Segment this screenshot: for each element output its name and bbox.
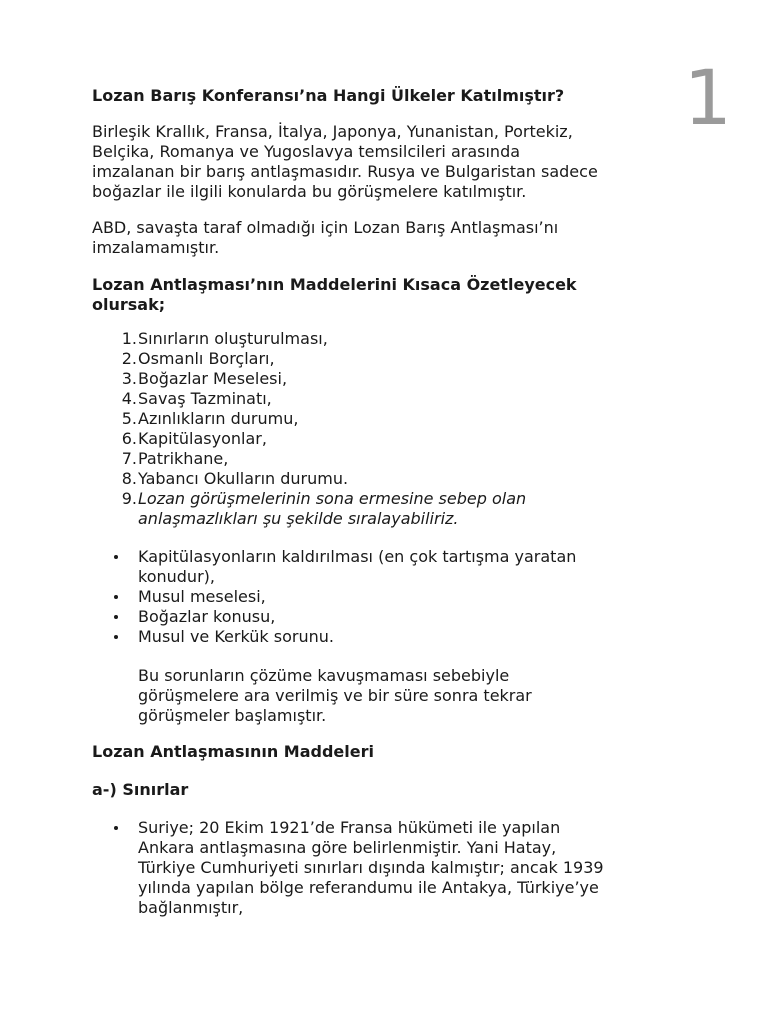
bullet-item	[92, 547, 682, 587]
list-number: 5.	[121, 409, 137, 428]
list-number: 3.	[121, 369, 137, 388]
note-paragraph	[138, 666, 682, 726]
list-item	[92, 389, 682, 409]
list-item	[92, 329, 682, 349]
note-line: Bu sorunların çözüme kavuşmaması sebebiyle	[138, 666, 510, 685]
bullet-line: Suriye; 20 Ekim 1921’de Fransa hükümeti ile yapılan	[138, 818, 561, 837]
list-number: 1.	[121, 329, 137, 348]
list-item-text: Kapitülasyonlar,	[138, 429, 267, 448]
bullet-text	[138, 547, 682, 587]
list-item-text: Azınlıkların durumu,	[138, 409, 299, 428]
bullet-line: Türkiye Cumhuriyeti sınırları dışında kalmıştır; ancak 1939	[138, 858, 604, 877]
abd-line: ABD, savaşta taraf olmadığı için Lozan Barış Antlaşması’nı	[92, 218, 559, 237]
bullet-text	[138, 818, 682, 918]
intro-line: imzalanan bir barış antlaşmasıdır. Rusya ve Bulgaristan sadece	[92, 162, 598, 181]
note-line: görüşmeler başlamıştır.	[138, 706, 327, 725]
summary-heading-line: Lozan Antlaşması’nın Maddelerini Kısaca Özetleyecek	[92, 275, 577, 294]
bullet-item	[92, 607, 682, 627]
borders-bullet-list	[92, 818, 682, 918]
list-item	[92, 409, 682, 429]
bullet-line: yılında yapılan bölge referandumu ile Antakya, Türkiye’ye	[138, 878, 599, 897]
summary-heading-line: olursak;	[92, 295, 166, 314]
list-item	[92, 349, 682, 369]
borders-heading: a-) Sınırlar	[92, 780, 189, 799]
bullet-text: Musul ve Kerkük sorunu.	[138, 627, 334, 646]
dispute-bullet-list	[92, 547, 682, 647]
numbered-list	[92, 329, 682, 529]
bullet-text: Musul meselesi,	[138, 587, 266, 606]
list-number: 8.	[121, 469, 137, 488]
list-number: 9.	[121, 489, 137, 508]
intro-line: Belçika, Romanya ve Yugoslavya temsilcileri arasında	[92, 142, 521, 161]
abd-line: imzalamamıştır.	[92, 238, 220, 257]
bullet-item	[92, 818, 682, 918]
bullet-item	[92, 587, 682, 607]
summary-heading	[92, 275, 682, 315]
list-number: 2.	[121, 349, 137, 368]
list-item-text	[138, 489, 682, 529]
intro-line: Birleşik Krallık, Fransa, İtalya, Japonya, Yunanistan, Portekiz,	[92, 122, 573, 141]
bullet-item	[92, 627, 682, 647]
question-heading: Lozan Barış Konferansı’na Hangi Ülkeler Katılmıştır?	[92, 86, 565, 105]
bullet-line: Kapitülasyonların kaldırılması (en çok tartışma yaratan	[138, 547, 577, 566]
abd-paragraph	[92, 218, 682, 258]
list-item	[92, 469, 682, 489]
document-body	[92, 86, 682, 918]
list-item-text: Boğazlar Meselesi,	[138, 369, 288, 388]
list-number: 4.	[121, 389, 137, 408]
list-item-line: Lozan görüşmelerinin sona ermesine sebep olan	[138, 489, 527, 508]
list-item-text: Sınırların oluşturulması,	[138, 329, 328, 348]
list-item-text: Osmanlı Borçları,	[138, 349, 275, 368]
list-number: 6.	[121, 429, 137, 448]
list-item	[92, 429, 682, 449]
page-number: 1	[683, 53, 732, 142]
list-item-text: Patrikhane,	[138, 449, 229, 468]
bullet-text: Boğazlar konusu,	[138, 607, 276, 626]
articles-heading: Lozan Antlaşmasının Maddeleri	[92, 742, 374, 761]
bullet-line: Ankara antlaşmasına göre belirlenmiştir. Yani Hatay,	[138, 838, 557, 857]
bullet-line: konudur),	[138, 567, 215, 586]
bullet-line: bağlanmıştır,	[138, 898, 244, 917]
list-item-text: Yabancı Okulların durumu.	[138, 469, 349, 488]
list-item-text: Savaş Tazminatı,	[138, 389, 272, 408]
list-number: 7.	[121, 449, 137, 468]
list-item	[92, 369, 682, 389]
list-item	[92, 489, 682, 529]
list-item	[92, 449, 682, 469]
intro-line: boğazlar ile ilgili konularda bu görüşmelere katılmıştır.	[92, 182, 527, 201]
note-line: görüşmelere ara verilmiş ve bir süre sonra tekrar	[138, 686, 532, 705]
intro-paragraph	[92, 122, 682, 202]
list-item-line: anlaşmazlıkları şu şekilde sıralayabiliriz.	[138, 509, 459, 528]
